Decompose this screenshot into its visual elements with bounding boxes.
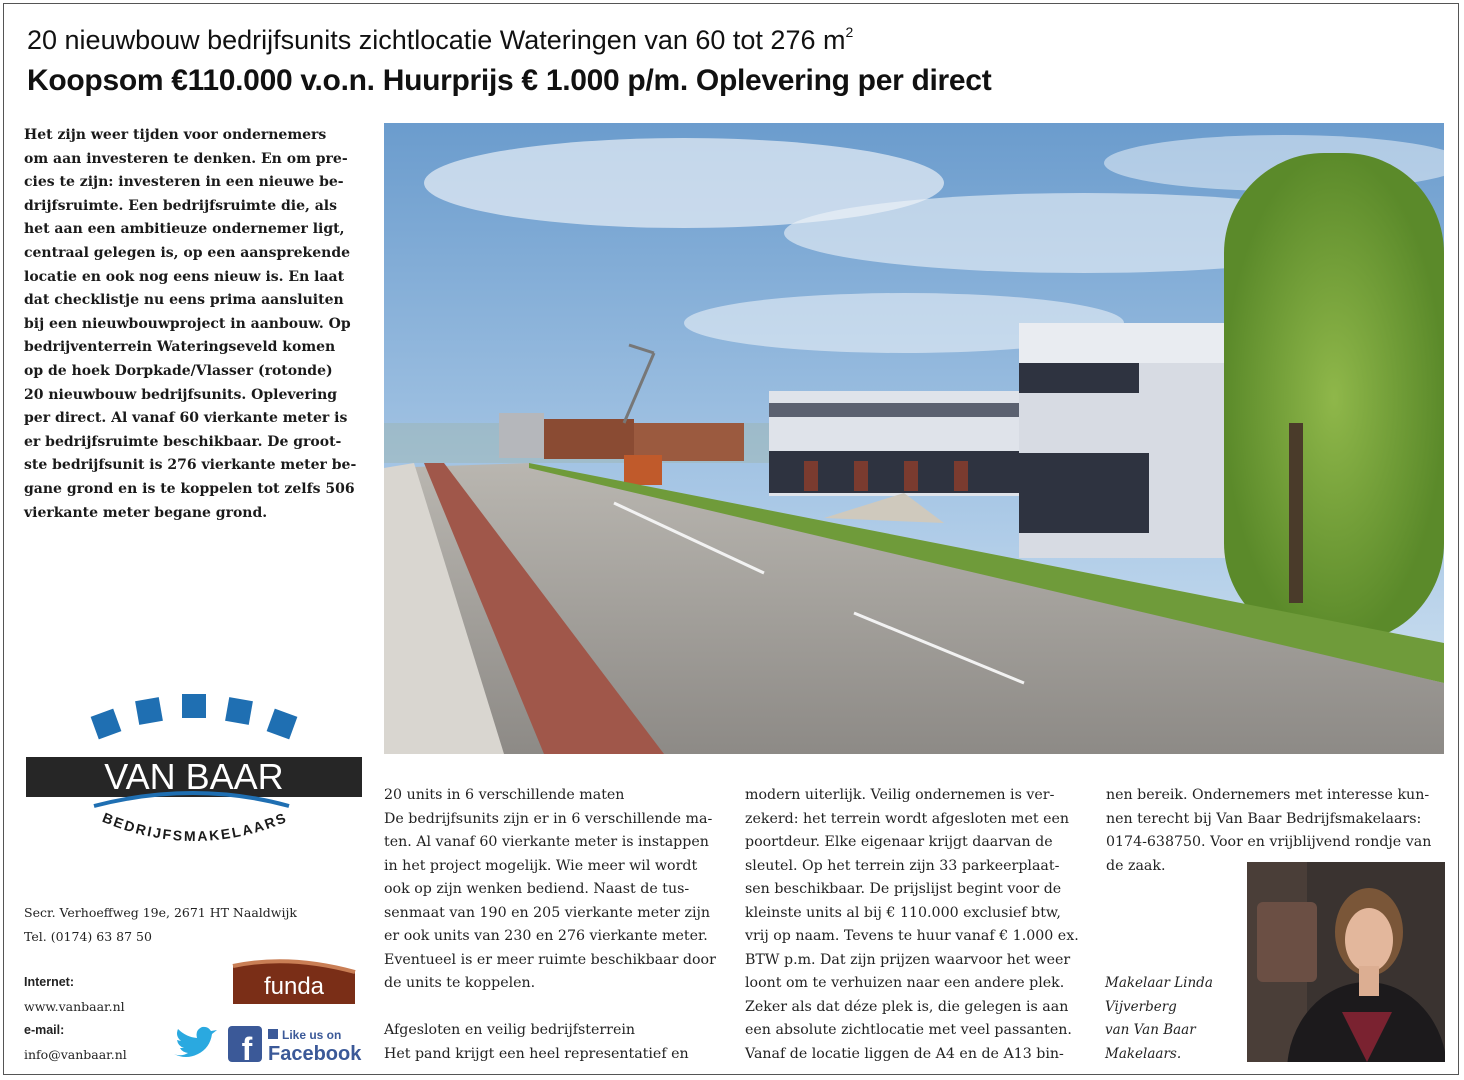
logo-name: VAN BAAR <box>104 756 284 797</box>
intro-line: gane grond en is te koppelen tot zelfs 506 <box>24 480 355 497</box>
article-line: nen bereik. Ondernemers met interesse kun- <box>1106 787 1430 803</box>
thumbs-up-icon <box>268 1029 278 1039</box>
logo-tagline: BEDRIJFSMAKELAARS <box>100 809 290 845</box>
svg-text:Facebook: Facebook <box>268 1043 362 1064</box>
article-line: poortdeur. Elke eigenaar krijgt daarvan de <box>745 834 1053 850</box>
intro-line: cies te zijn: investeren in een nieuwe be- <box>24 174 344 191</box>
article-line: Het pand krijgt een heel representatief en <box>384 1045 689 1062</box>
internet-label: Internet: <box>24 975 74 989</box>
intro-line: drijfsruimte. Een bedrijfsruimte die, als <box>24 197 338 214</box>
article-line: nen terecht bij Van Baar Bedrijfsmakelaars: <box>1106 810 1422 827</box>
intro-line: 20 nieuwbouw bedrijfsunits. Oplevering <box>24 386 338 403</box>
van-baar-logo <box>24 690 364 850</box>
caption-line: van Van Baar <box>1105 1022 1196 1038</box>
intro-line: dat checklistje nu eens prima aansluiten <box>24 292 344 309</box>
intro-line: bedrijventerrein Wateringseveld komen <box>24 339 336 356</box>
intro-line: Het zijn weer tijden voor ondernemers <box>24 127 327 143</box>
intro-line: bij een nieuwbouwproject in aanbouw. Op <box>24 315 351 332</box>
article-line: ook op zijn wenken bediend. Naast de tus- <box>384 881 690 897</box>
logo-squares <box>91 694 298 739</box>
article-line: de zaak. <box>1106 857 1166 874</box>
business-units-photo <box>384 123 1444 754</box>
article-line: de units te koppelen. <box>384 975 536 991</box>
funda-logo[interactable] <box>229 958 361 1008</box>
intro-line: ste bedrijfsunit is 276 vierkante meter be- <box>24 457 357 474</box>
article-line: modern uiterlijk. Veilig ondernemen is ver- <box>745 787 1055 803</box>
email-link[interactable]: info@vanbaar.nl <box>24 1047 127 1062</box>
intro-paragraph <box>24 124 362 525</box>
intro-line: op de hoek Dorpkade/Vlasser (rotonde) <box>24 362 333 379</box>
article-line: senmaat van 190 en 205 vierkante meter zijn <box>384 904 711 921</box>
caption-line: Vijverberg <box>1105 998 1177 1015</box>
phone: Tel. (0174) 63 87 50 <box>24 929 152 944</box>
svg-text:f: f <box>241 1031 253 1064</box>
article-line: kleinste units al bij € 110.000 exclusief btw, <box>745 904 1061 921</box>
headline-title: 20 nieuwbouw bedrijfsunits zichtlocatie Wateringen van 60 tot 276 $m^2$ <box>27 24 854 55</box>
article-line: sen beschikbaar. De prijslijst begint voor de <box>745 881 1062 897</box>
caption-line: Makelaar Linda <box>1105 975 1213 991</box>
article-line: De bedrijfsunits zijn er in 6 verschillende ma- <box>384 810 713 827</box>
article-line: in het project mogelijk. Wie meer wil wordt <box>384 857 698 874</box>
email-label: e-mail: <box>24 1023 65 1037</box>
article-line: Vanaf de locatie liggen de A4 en de A13 bin- <box>745 1045 1064 1062</box>
article-line: een absolute zichtlocatie met veel passanten. <box>745 1022 1072 1038</box>
article-line: 0174-638750. Voor en vrijblijvend rondje van <box>1106 834 1432 850</box>
article-line: sleutel. Op het terrein zijn 33 parkeerplaat- <box>745 857 1060 874</box>
intro-line: locatie en ook nog eens nieuw is. En laat <box>24 268 345 285</box>
article-line: loont om te verhuizen naar een andere plek. <box>745 975 1065 991</box>
photo-caption <box>1105 972 1245 1066</box>
article-column-1 <box>384 784 721 1066</box>
article-line: Eventueel is er meer ruimte beschikbaar door <box>384 951 716 968</box>
article-column-2 <box>745 784 1082 1066</box>
article-line: zekerd: het terrein wordt afgesloten met een <box>745 810 1070 827</box>
intro-line: om aan investeren te denken. En om pre- <box>24 150 348 167</box>
article-line: BTW p.m. Dat zijn prijzen waarvoor het weer <box>745 951 1071 968</box>
intro-line: centraal gelegen is, op een aansprekende <box>24 244 351 261</box>
article-line: ten. Al vanaf 60 vierkante meter is instappen <box>384 834 709 850</box>
agent-portrait <box>1247 862 1445 1062</box>
headline-subtitle: Koopsom €110.000 v.o.n. Huurprijs € 1.000 p/m. Oplevering per direct <box>27 64 992 97</box>
article-line: er ook units van 230 en 276 vierkante meter. <box>384 928 708 944</box>
intro-line: vierkante meter begane grond. <box>24 504 268 521</box>
intro-line: per direct. Al vanaf 60 vierkante meter is <box>24 410 348 427</box>
intro-line: er bedrijfsruimte beschikbaar. De groot- <box>24 433 342 450</box>
svg-text:Like us on: Like us on <box>282 1028 342 1042</box>
article-line: Zeker als dat déze plek is, die gelegen is aan <box>745 998 1069 1015</box>
twitter-icon[interactable] <box>170 1024 218 1064</box>
intro-line: het aan een ambitieuze ondernemer ligt, <box>24 221 345 238</box>
website-link[interactable]: www.vanbaar.nl <box>24 999 125 1014</box>
facebook-like-button[interactable] <box>228 1024 363 1064</box>
svg-text:funda: funda <box>263 973 325 1000</box>
subheading: Afgesloten en veilig bedrijfsterrein <box>384 1022 636 1038</box>
article-line: vrij op naam. Tevens te huur vanaf € 1.000 ex. <box>745 928 1079 944</box>
caption-line: Makelaars. <box>1105 1045 1182 1062</box>
subheading: 20 units in 6 verschillende maten <box>384 787 625 803</box>
address: Secr. Verhoeffweg 19e, 2671 HT Naaldwijk <box>24 905 297 920</box>
